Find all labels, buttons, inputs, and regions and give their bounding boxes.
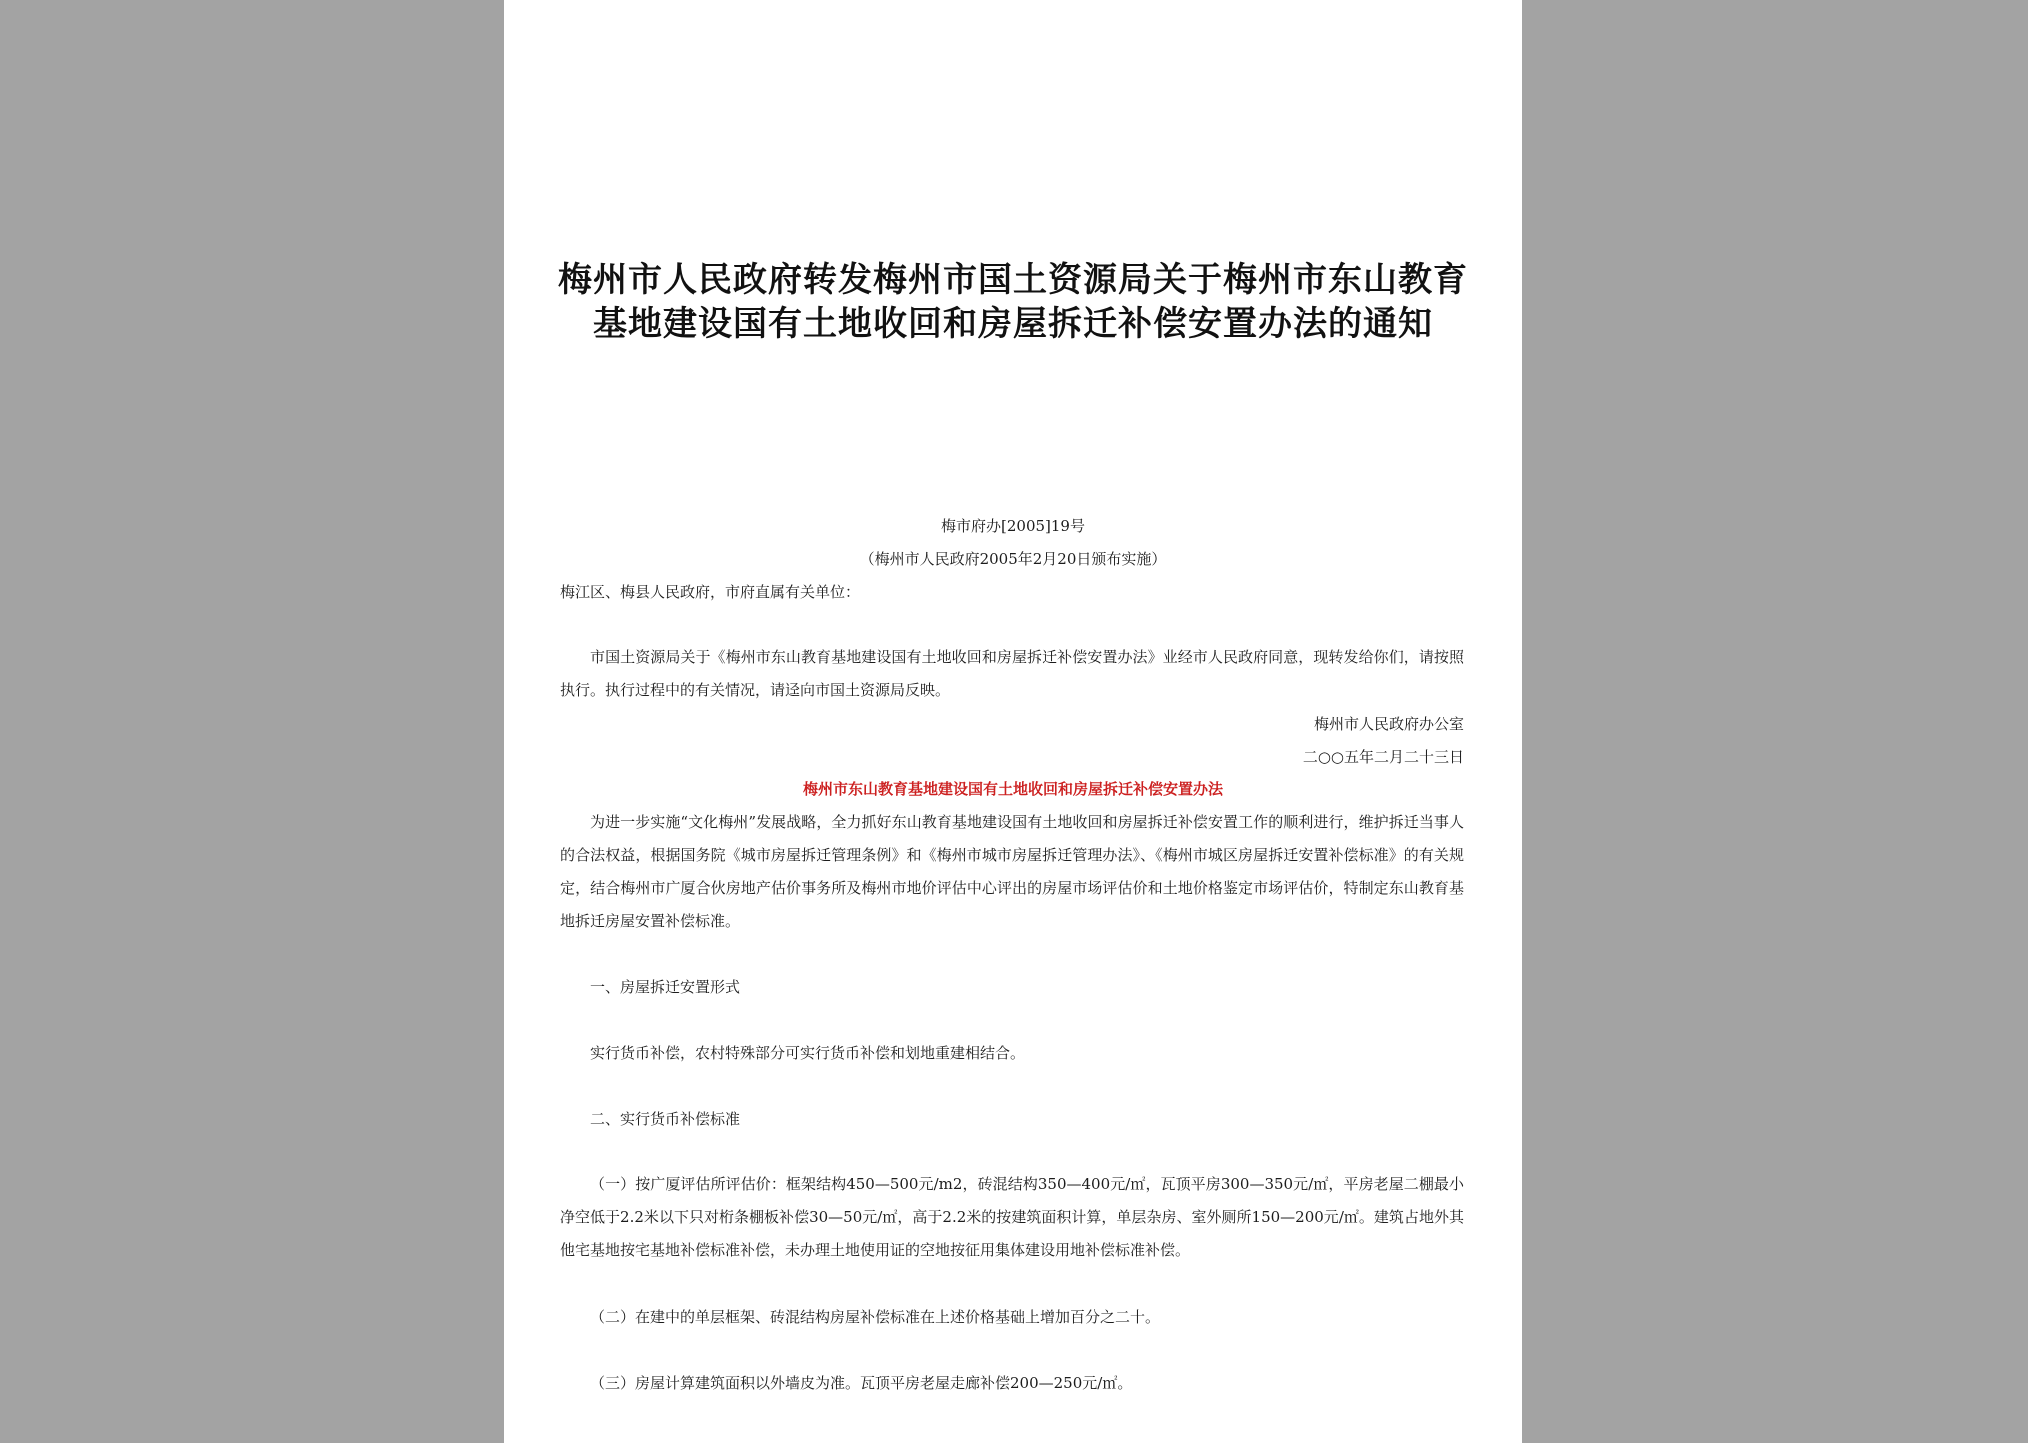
document-number: 梅市府办[2005]19号 bbox=[941, 517, 1085, 535]
document-title: 梅州市人民政府转发梅州市国土资源局关于梅州市东山教育基地建设国有土地收回和房屋拆迁补偿安置办法的通知 bbox=[558, 260, 1468, 344]
intro-paragraph: 市国土资源局关于《梅州市东山教育基地建设国有土地收回和房屋拆迁补偿安置办法》业经市人民政府同意，现转发给你们，请按照执行。执行过程中的有关情况，请迳向市国土资源局反映。 bbox=[560, 648, 1464, 699]
measures-heading: 梅州市东山教育基地建设国有土地收回和房屋拆迁补偿安置办法 bbox=[802, 780, 1223, 798]
item-3-paragraph: （三）房屋计算建筑面积以外墙皮为准。瓦顶平房老屋走廊补偿200—250元/㎡。 bbox=[590, 1374, 1133, 1392]
preamble-paragraph: 为进一步实施“文化梅州”发展战略，全力抓好东山教育基地建设国有土地收回和房屋拆迁补偿安置工作的顺利进行，维护拆迁当事人的合法权益，根据国务院《城市房屋拆迁管理条例》和《梅州市城市房屋拆迁管理办法》、《梅州市城区房屋拆迁安置补偿标准》的有关规定，结合梅州市广厦合伙房地产估价事务所及梅州市地价评估中心评出的房屋市场评估价和土地价格鉴定市场评估价，特制定东山教育基地拆迁房屋安置补偿标准。 bbox=[560, 813, 1464, 930]
section-1-heading: 一、房屋拆迁安置形式 bbox=[590, 978, 741, 996]
issue-note: （梅州市人民政府2005年2月20日颁布实施） bbox=[859, 550, 1167, 568]
section-2-heading: 二、实行货币补偿标准 bbox=[590, 1110, 741, 1128]
signature-office: 梅州市人民政府办公室 bbox=[1313, 715, 1464, 733]
item-1-paragraph: （一）按广厦评估所评估价：框架结构450—500元/m2，砖混结构350—400元/㎡，瓦顶平房300—350元/㎡，平房老屋二棚最小净空低于2.2米以下只对桁条棚板补偿30—50元/㎡，高于2.2米的按建筑面积计算，单层杂房、室外厕所150—200元/㎡。建筑占地外其他宅基地按宅基地补偿标准补偿，未办理土地使用证的空地按征用集体建设用地补偿标准补偿。 bbox=[560, 1175, 1464, 1259]
signature-date: 二○○五年二月二十三日 bbox=[1302, 748, 1464, 766]
document-page bbox=[504, 0, 1522, 1443]
item-2-paragraph: （二）在建中的单层框架、砖混结构房屋补偿标准在上述价格基础上增加百分之二十。 bbox=[590, 1308, 1161, 1326]
addressee: 梅江区、梅县人民政府，市府直属有关单位： bbox=[560, 583, 861, 601]
section-1-text: 实行货币补偿，农村特殊部分可实行货币补偿和划地重建相结合。 bbox=[590, 1044, 1026, 1062]
